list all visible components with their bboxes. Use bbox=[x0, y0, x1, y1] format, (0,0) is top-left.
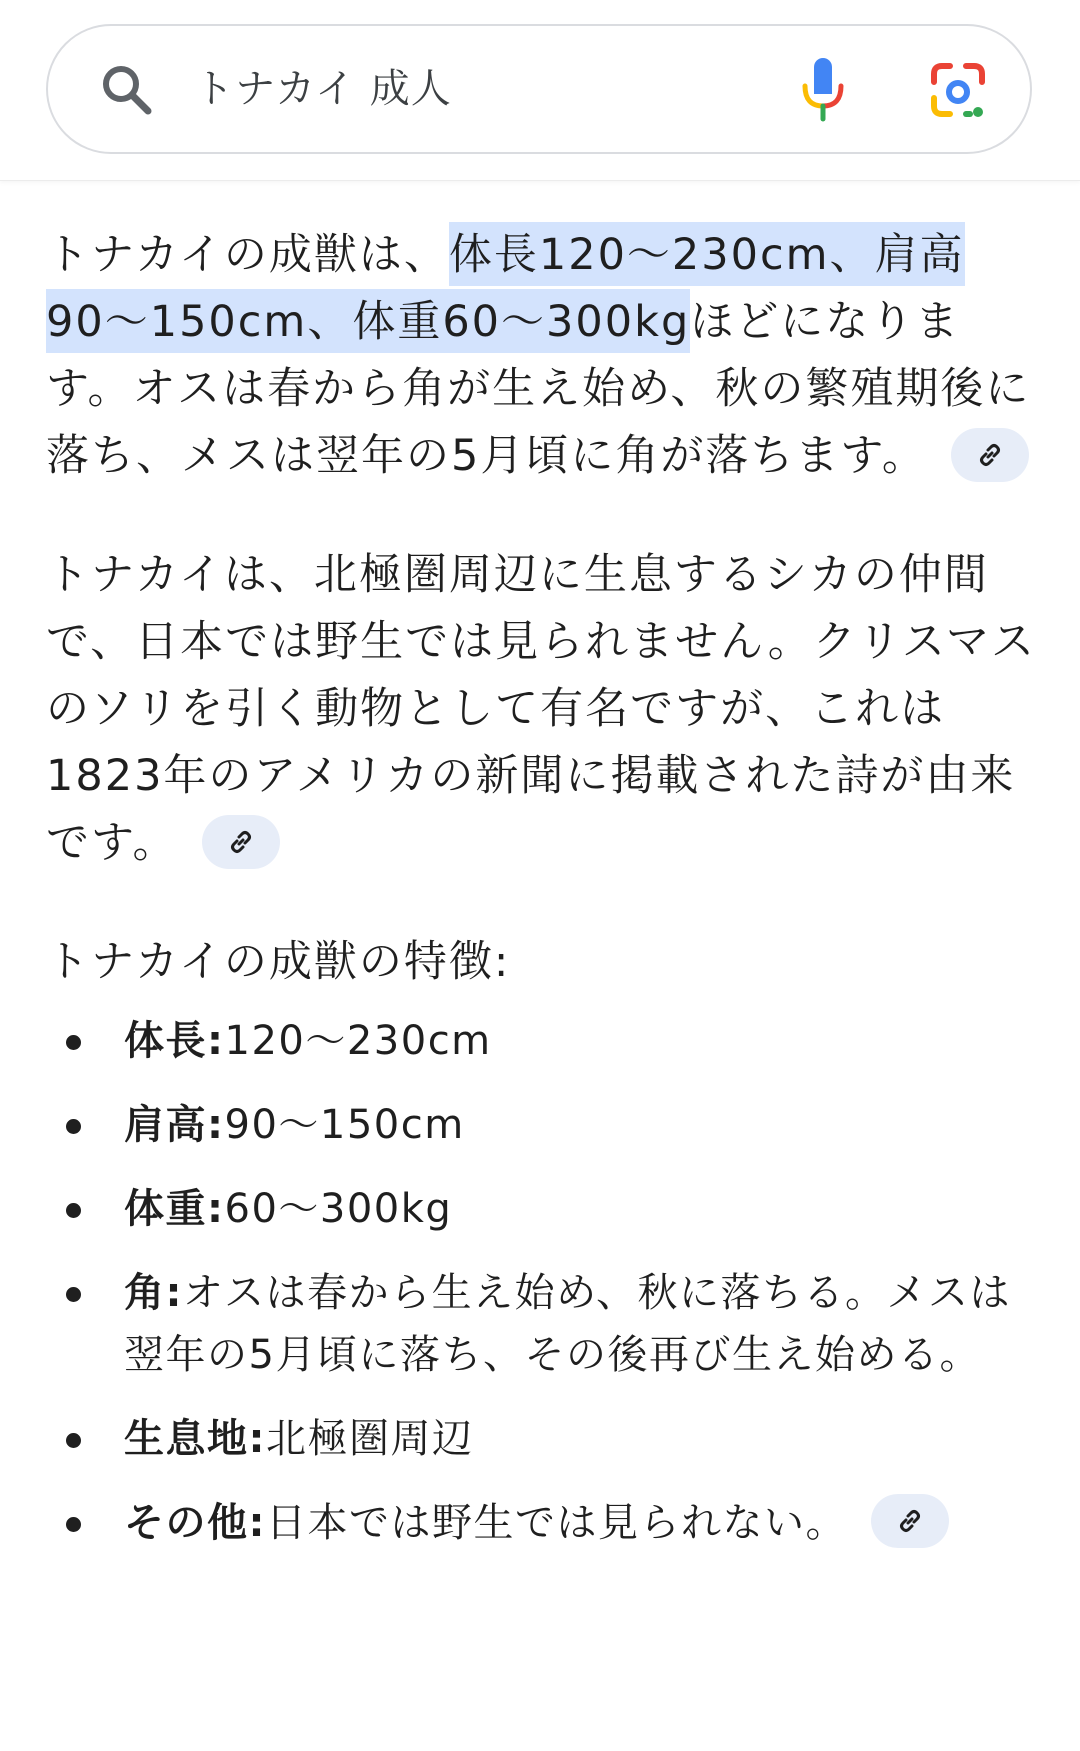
bullet-icon bbox=[66, 1433, 81, 1448]
search-input[interactable]: トナカイ 成人 bbox=[194, 66, 452, 112]
feature-term: 体長: bbox=[124, 1018, 225, 1064]
answer-paragraph-1 bbox=[46, 222, 1036, 490]
feature-term: 角: bbox=[124, 1270, 183, 1316]
feature-term: 生息地: bbox=[124, 1416, 266, 1462]
list-item bbox=[46, 1178, 1036, 1240]
answer-text: トナカイは、北極圏周辺に生息するシカの仲間で、日本では野生では見られません。クリスマスのソリを引く動物として有名ですが、これは1823年のアメリカの新聞に掲載された詩が由来です。 bbox=[46, 550, 1036, 868]
answer-text: ほどになります。オスは春から角が生え始め、秋の繁殖期後に落ち、メスは翌年の5月頃に角が落ちます。 bbox=[46, 297, 1031, 481]
highlighted-text: 体長120〜230cm、肩高90〜150cm、体重60〜300kg bbox=[46, 230, 965, 347]
list-item bbox=[46, 1408, 1036, 1470]
source-link-button[interactable] bbox=[202, 815, 280, 869]
answer-text: トナカイの成獣は、 bbox=[46, 230, 449, 280]
bullet-icon bbox=[66, 1035, 81, 1050]
feature-desc: 120〜230cm bbox=[224, 1018, 492, 1064]
feature-desc: 60〜300kg bbox=[224, 1186, 453, 1232]
bullet-icon bbox=[66, 1517, 81, 1532]
list-item bbox=[46, 1010, 1036, 1072]
ai-answer bbox=[46, 222, 1036, 1576]
feature-term: 体重: bbox=[124, 1186, 225, 1232]
source-link-button[interactable] bbox=[951, 428, 1029, 482]
bullet-icon bbox=[66, 1119, 81, 1134]
feature-term: その他: bbox=[124, 1500, 266, 1546]
search-icon[interactable] bbox=[98, 61, 154, 117]
feature-desc: 北極圏周辺 bbox=[266, 1416, 474, 1462]
link-icon bbox=[226, 827, 256, 857]
source-link-button[interactable] bbox=[871, 1494, 949, 1548]
link-icon bbox=[895, 1506, 925, 1536]
list-item bbox=[46, 1262, 1036, 1386]
feature-desc: 90〜150cm bbox=[224, 1102, 465, 1148]
feature-term: 肩高: bbox=[124, 1102, 225, 1148]
list-item bbox=[46, 1492, 1036, 1554]
lens-icon[interactable] bbox=[930, 62, 986, 118]
list-item bbox=[46, 1094, 1036, 1156]
bullet-icon bbox=[66, 1287, 81, 1302]
bullet-icon bbox=[66, 1203, 81, 1218]
mic-icon[interactable] bbox=[800, 56, 846, 122]
link-icon bbox=[975, 440, 1005, 470]
features-list bbox=[46, 1010, 1036, 1554]
answer-paragraph-2 bbox=[46, 542, 1036, 877]
search-bar[interactable] bbox=[46, 24, 1032, 154]
search-header bbox=[0, 0, 1080, 181]
feature-desc: オスは春から生え始め、秋に落ちる。メスは翌年の5月頃に落ち、その後再び生え始める。 bbox=[124, 1270, 1011, 1378]
features-title: トナカイの成獣の特徴: bbox=[46, 937, 511, 987]
feature-desc: 日本では野生では見られない。 bbox=[266, 1500, 847, 1546]
